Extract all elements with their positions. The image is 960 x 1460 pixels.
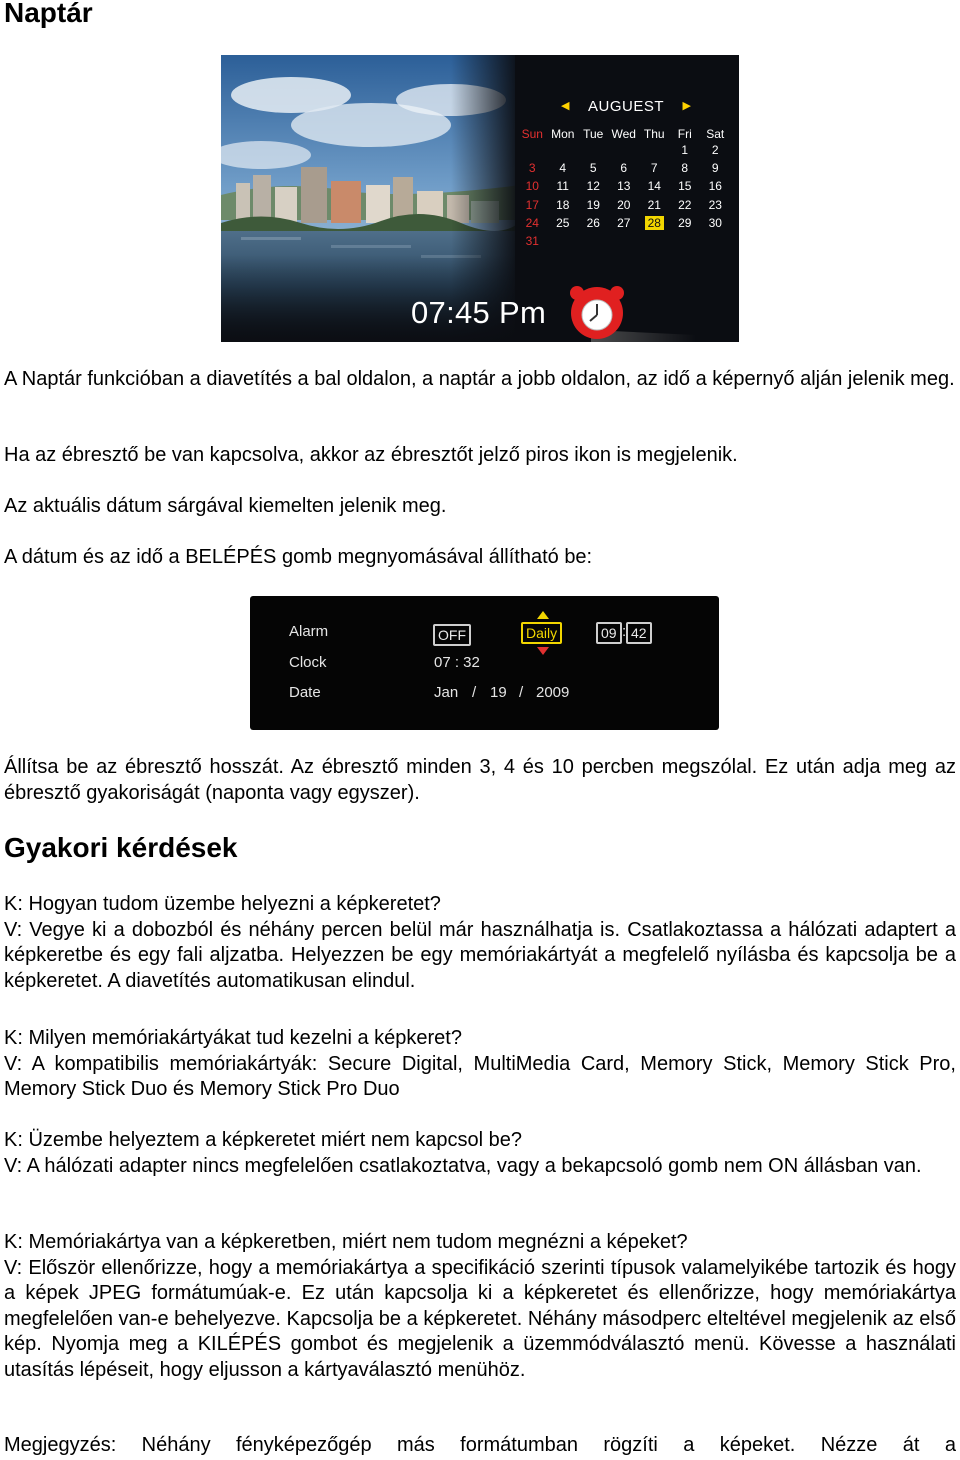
date-separator-2: / [519, 684, 524, 701]
calendar-day: 13 [617, 179, 631, 194]
faq-item-3 [4, 1128, 956, 1179]
clock-label: Clock [289, 654, 327, 671]
calendar-day: 14 [647, 179, 661, 194]
calendar-day [517, 141, 548, 159]
faq-answer: V: Először ellenőrizze, hogy a memóriakártya a specifikáció szerinti típusok valamelyikébe tartozik és hogy a képek JPEG formátumúak-e. Ez után kapcsolja ki a képkeretet és ellenőrizze, hogy memóriakártya megfelelően van-e behelyezve. Kapcsolja be a képkeretet. Néhány másodperc elteltével megjelenik az első kép. Nyomja meg a KILÉPÉS gombot és megjelenik a üzemmódválasztó menü. Kövesse a használati utasítás lépéseit, hogy eljusson a kártyaválasztó menühöz. [4, 1256, 956, 1381]
date-label: Date [289, 684, 321, 701]
calendar-day: 12 [586, 179, 600, 194]
calendar-day [639, 141, 670, 159]
calendar-day: 30 [708, 215, 722, 230]
calendar-day: 7 [650, 161, 658, 176]
alarm-time-separator: : [622, 623, 627, 640]
calendar-week [517, 141, 731, 159]
page-title: Naptár [4, 0, 93, 28]
right-arrow-icon: ▶ [682, 100, 691, 113]
paragraph-4: A dátum és az idő a BELÉPÉS gomb megnyomásával állítható be: [4, 546, 593, 568]
calendar-week [517, 177, 731, 195]
alarm-mode-box: Daily [521, 622, 562, 644]
faq-item-2 [4, 1026, 956, 1103]
date-year: 2009 [536, 684, 570, 701]
calendar-day: 18 [556, 197, 570, 212]
calendar-day [578, 232, 609, 250]
up-arrow-icon [537, 611, 549, 619]
calendar-day [609, 232, 640, 250]
calendar-day: 31 [525, 233, 539, 248]
paragraph-1: A Naptár funkcióban a diavetítés a bal oldalon, a naptár a jobb oldalon, az idő a képernyő alján jelenik meg. [4, 368, 955, 390]
calendar-day: 19 [586, 197, 600, 212]
calendar-week [517, 196, 731, 214]
faq-item-1 [4, 892, 956, 994]
faq-question: K: Milyen memóriakártyákat tud kezelni a képkeret? [4, 1027, 462, 1049]
calendar-day: 9 [711, 161, 719, 176]
calendar-day [609, 141, 640, 159]
calendar-day: 21 [647, 197, 661, 212]
calendar-day: 23 [708, 197, 722, 212]
date-separator-1: / [472, 684, 477, 701]
weekday-label: Tue [583, 127, 604, 141]
calendar-day [578, 141, 609, 159]
calendar-grid [517, 141, 731, 250]
clock-value: 07 : 32 [434, 654, 480, 671]
clock-time: 07:45 Pm [411, 295, 547, 330]
weekday-label: Mon [551, 127, 575, 141]
alarm-label: Alarm [289, 623, 329, 640]
faq-answer: V: Vegye ki a dobozból és néhány percen belül már használhatja is. Csatlakoztassa a hálózati adaptert a képkeretbe és egy fali aljzatba. Helyezzen be egy memóriakártyát a megfelelő nyílásba és kapcsolja be a képkeretet. A diavetítés automatikusan elindul. [4, 918, 956, 992]
weekday-label: Wed [611, 127, 636, 141]
alarm-clock-icon [561, 285, 701, 342]
calendar-day: 1 [681, 143, 689, 157]
calendar-day [639, 232, 670, 250]
down-arrow-icon [537, 647, 549, 655]
calendar-day-today: 28 [639, 214, 670, 232]
calendar-week [517, 214, 731, 232]
alarm-off-box: OFF [433, 624, 471, 646]
paragraph-2: Ha az ébresztő be van kapcsolva, akkor az ébresztőt jelző piros ikon is megjelenik. [4, 444, 738, 466]
calendar-day: 27 [617, 215, 631, 230]
date-month: Jan [434, 684, 459, 701]
faq-question: K: Memóriakártya van a képkeretben, miért nem tudom megnézni a képeket? [4, 1231, 688, 1253]
date-day: 19 [490, 684, 507, 701]
calendar-day [548, 232, 579, 250]
weekday-label: Thu [643, 127, 665, 141]
alarm-minute-box: 42 [626, 622, 652, 644]
weekday-label: Sat [706, 127, 725, 141]
calendar-week [517, 159, 731, 177]
month-selector [561, 97, 691, 117]
calendar-day: 16 [708, 179, 722, 194]
calendar-day: 6 [620, 161, 628, 176]
calendar-day: 20 [617, 197, 631, 212]
faq-answer: V: A kompatibilis memóriakártyák: Secure Digital, MultiMedia Card, Memory Stick, Memory Stick Pro, Memory Stick Duo és Memory Stick Pro Duo [4, 1052, 956, 1100]
calendar-day: 24 [525, 215, 539, 230]
calendar-day: 3 [528, 161, 536, 176]
faq-question: K: Hogyan tudom üzembe helyezni a képkeretet? [4, 893, 441, 915]
calendar-day: 15 [678, 179, 692, 194]
month-name: AUGUEST [587, 98, 664, 116]
calendar-day: 17 [525, 197, 539, 212]
note-paragraph: Megjegyzés: Néhány fényképezőgép más formátumban rögzíti a képeket. Nézze át a [4, 1434, 956, 1456]
calendar-day: 25 [556, 215, 570, 230]
calendar-day [548, 141, 579, 159]
calendar-day: 5 [589, 161, 597, 176]
alarm-settings-screenshot [250, 596, 719, 730]
weekday-label: Sun [521, 127, 543, 141]
calendar-day: 10 [525, 179, 539, 194]
calendar-screenshot [221, 55, 739, 342]
calendar-day [700, 232, 731, 250]
calendar-day: 29 [678, 215, 692, 230]
calendar-day: 8 [681, 161, 689, 176]
weekday-label: Fri [677, 127, 692, 141]
left-arrow-icon: ◀ [561, 100, 570, 113]
calendar-day: 26 [586, 215, 600, 230]
faq-answer: V: A hálózati adapter nincs megfelelően csatlakoztatva, vagy a bekapcsoló gomb nem ON állásban van. [4, 1154, 922, 1177]
paragraph-3: Az aktuális dátum sárgával kiemelten jelenik meg. [4, 495, 447, 517]
calendar-day: 2 [711, 143, 719, 157]
faq-heading: Gyakori kérdések [4, 832, 238, 863]
calendar-day: 22 [678, 197, 692, 212]
alarm-hour-box: 09 [596, 622, 622, 644]
calendar-week [517, 232, 731, 250]
paragraph-5: Állítsa be az ébresztő hosszát. Az ébresztő minden 3, 4 és 10 percben megszólal. Ez után adja meg az ébresztő gyakoriságát (naponta vagy egyszer). [4, 756, 956, 804]
faq-question: K: Üzembe helyeztem a képkeretet miért nem kapcsol be? [4, 1129, 523, 1151]
calendar-day: 4 [559, 161, 567, 176]
calendar-day: 11 [556, 179, 569, 194]
calendar-day [670, 232, 701, 250]
faq-item-4 [4, 1230, 956, 1383]
